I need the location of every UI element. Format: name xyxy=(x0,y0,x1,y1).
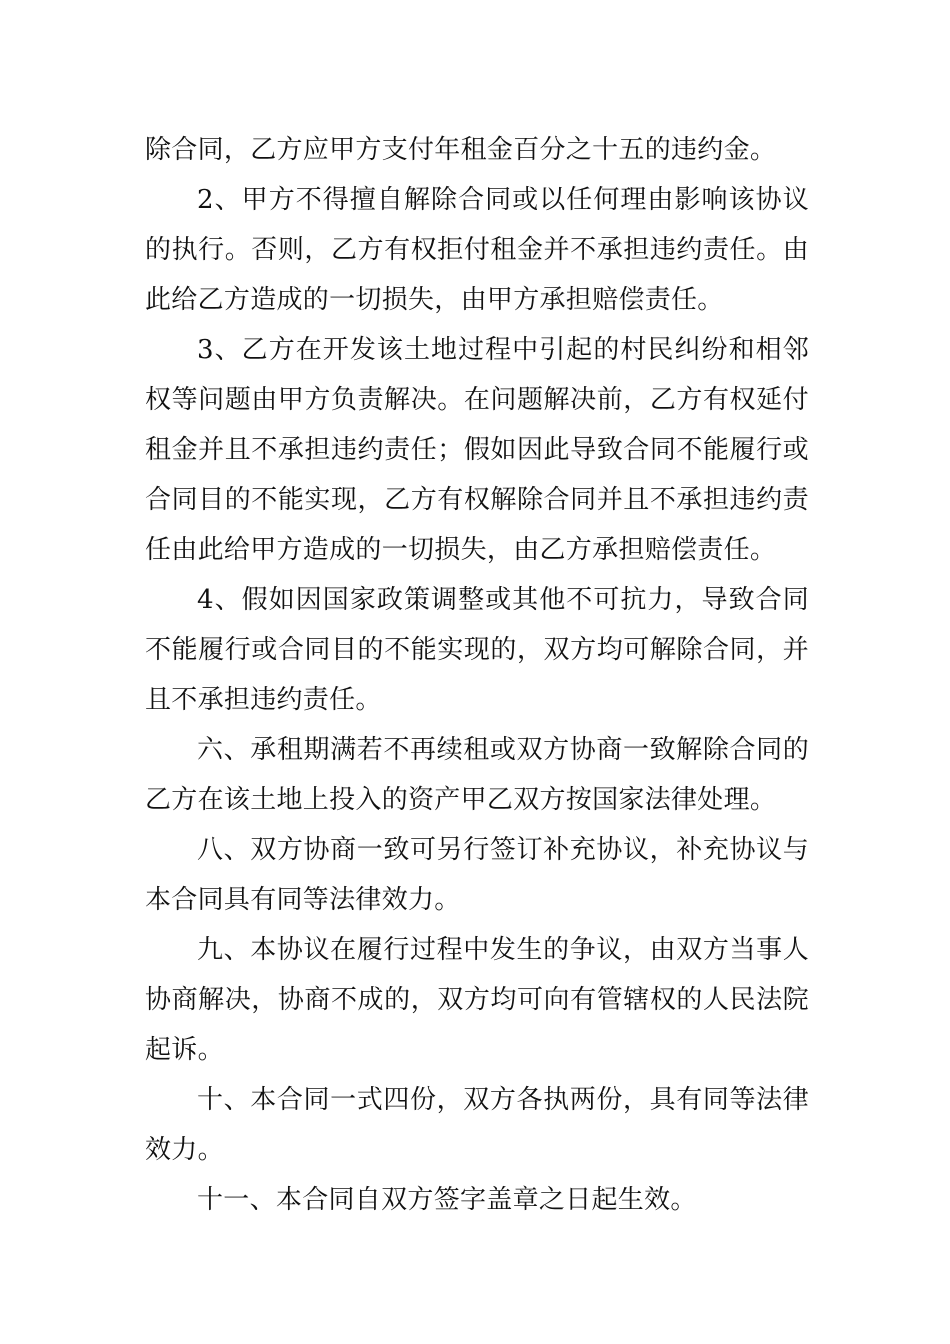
paragraph-article-9: 九、本协议在履行过程中发生的争议，由双方当事人协商解决，协商不成的，双方均可向有管辖权的人民法院起诉。 xyxy=(145,935,809,1065)
paragraph-continuation: 除合同，乙方应甲方支付年租金百分之十五的违约金。 xyxy=(145,135,777,165)
paragraph-article-10: 十、本合同一式四份，双方各执两份，具有同等法律效力。 xyxy=(145,1085,809,1165)
paragraph-article-6: 六、承租期满若不再续租或双方协商一致解除合同的乙方在该土地上投入的资产甲乙双方按国家法律处理。 xyxy=(145,735,809,815)
paragraph-clause-3: 3、乙方在开发该土地过程中引起的村民纠纷和相邻权等问题由甲方负责解决。在问题解决前，乙方有权延付租金并且不承担违约责任；假如因此导致合同不能履行或合同目的不能实现，乙方有权解除合同并且不承担违约责任由此给甲方造成的一切损失，由乙方承担赔偿责任。 xyxy=(145,335,809,565)
document-body xyxy=(145,125,809,1225)
paragraph-clause-4: 4、假如因国家政策调整或其他不可抗力，导致合同不能履行或合同目的不能实现的，双方均可解除合同，并且不承担违约责任。 xyxy=(145,585,809,715)
paragraph-article-8: 八、双方协商一致可另行签订补充协议，补充协议与本合同具有同等法律效力。 xyxy=(145,835,809,915)
paragraph-article-11: 十一、本合同自双方签字盖章之日起生效。 xyxy=(197,1185,697,1215)
paragraph-clause-2: 2、甲方不得擅自解除合同或以任何理由影响该协议的执行。否则，乙方有权拒付租金并不承担违约责任。由此给乙方造成的一切损失，由甲方承担赔偿责任。 xyxy=(145,185,809,315)
